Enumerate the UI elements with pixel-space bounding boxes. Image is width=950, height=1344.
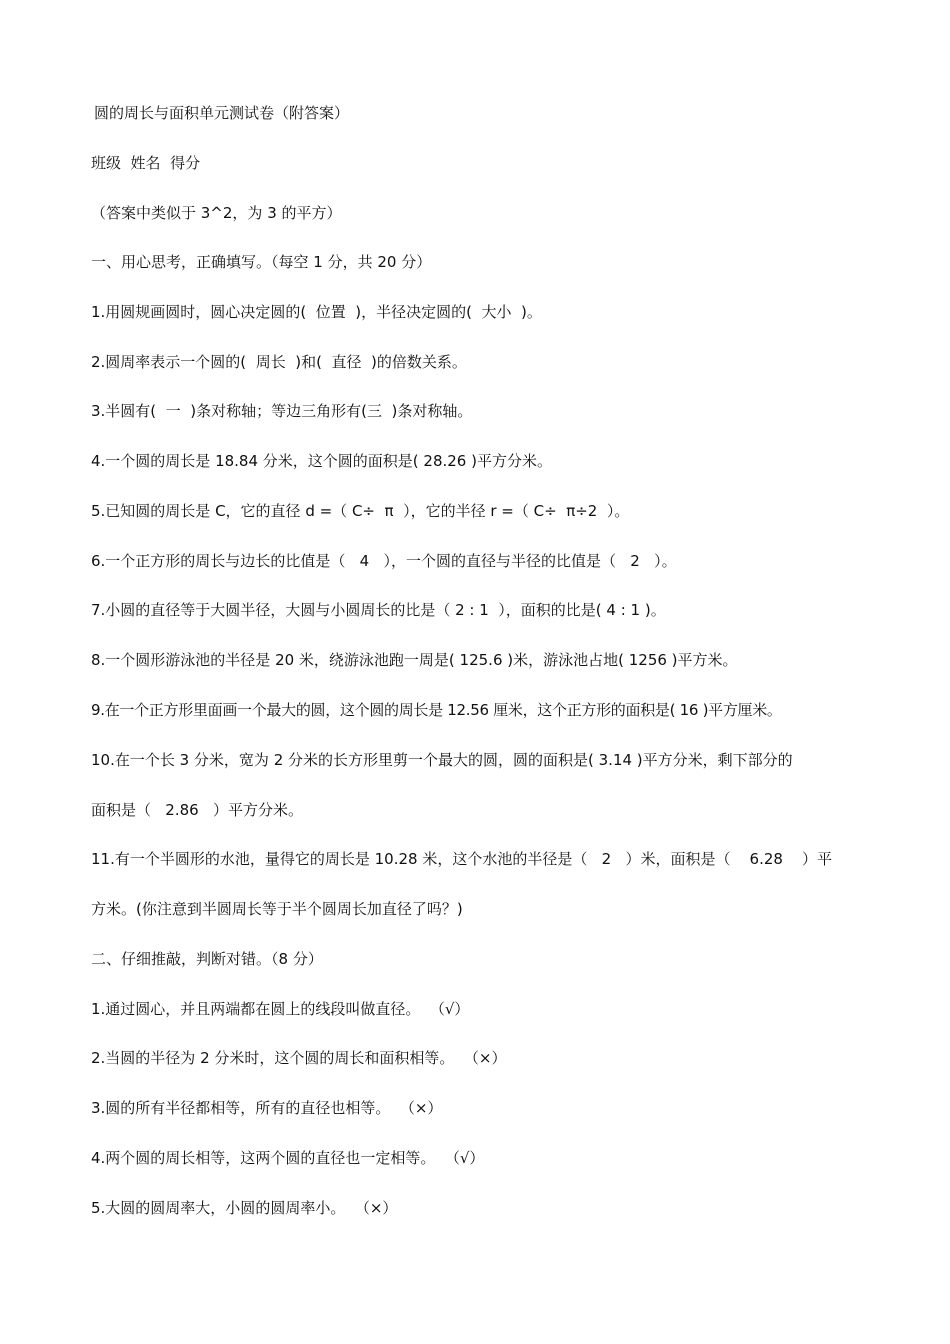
answer-note: （答案中类似于 3^2，为 3 的平方） (91, 204, 342, 222)
section1-item-2: 2.圆周率表示一个圆的( 周长 )和( 直径 )的倍数关系。 (91, 353, 467, 371)
section1-item-6: 6.一个正方形的周长与边长的比值是（ 4 ），一个圆的直径与半径的比值是（ 2 ）。 (91, 552, 677, 570)
section2-item-2: 2.当圆的半径为 2 分米时，这个圆的周长和面积相等。 （×） (91, 1049, 507, 1067)
header-fields: 班级 姓名 得分 (91, 154, 201, 172)
section1-item-10: 10.在一个长 3 分米，宽为 2 分米的长方形里剪一个最大的圆，圆的面积是( 3.14 )平方分米，剩下部分的 (91, 751, 793, 769)
section1-item-7: 7.小圆的直径等于大圆半径，大圆与小圆周长的比是（ 2 : 1 ），面积的比是( 4 : 1 )。 (91, 601, 666, 619)
section1-item-11-cont: 方米。(你注意到半圆周长等于半个圆周长加直径了吗？) (91, 900, 463, 918)
section1-item-10-cont: 面积是（ 2.86 ）平方分米。 (91, 801, 304, 819)
section1-item-3: 3.半圆有( 一 )条对称轴；等边三角形有(三 )条对称轴。 (91, 402, 473, 420)
section1-item-9: 9.在一个正方形里面画一个最大的圆，这个圆的周长是 12.56 厘米，这个正方形的面积是( 16 )平方厘米。 (91, 701, 782, 719)
section1-item-11: 11.有一个半圆形的水池，量得它的周长是 10.28 米，这个水池的半径是（ 2 ）米，面积是（ 6.28 ）平 (91, 850, 833, 868)
section2-heading: 二、仔细推敲，判断对错。（8 分） (91, 950, 323, 968)
section2-item-4: 4.两个圆的周长相等，这两个圆的直径也一定相等。 （√） (91, 1149, 485, 1167)
section1-item-8: 8.一个圆形游泳池的半径是 20 米，绕游泳池跑一周是( 125.6 )米，游泳池占地( 1256 )平方米。 (91, 651, 738, 669)
section1-heading: 一、用心思考，正确填写。（每空 1 分，共 20 分） (91, 253, 432, 271)
section2-item-3: 3.圆的所有半径都相等，所有的直径也相等。 （×） (91, 1099, 443, 1117)
section2-item-1: 1.通过圆心，并且两端都在圆上的线段叫做直径。 （√） (91, 1000, 470, 1018)
section1-item-5: 5.已知圆的周长是 C，它的直径 d =（ C÷ π ），它的半径 r =（ C÷ π÷2 ）。 (91, 502, 630, 520)
section1-item-4: 4.一个圆的周长是 18.84 分米，这个圆的面积是( 28.26 )平方分米。 (91, 452, 552, 470)
section2-item-5: 5.大圆的圆周率大，小圆的圆周率小。 （×） (91, 1199, 398, 1217)
section1-item-1: 1.用圆规画圆时，圆心决定圆的( 位置 )，半径决定圆的( 大小 )。 (91, 303, 542, 321)
document-title: 圆的周长与面积单元测试卷（附答案） (94, 104, 350, 122)
